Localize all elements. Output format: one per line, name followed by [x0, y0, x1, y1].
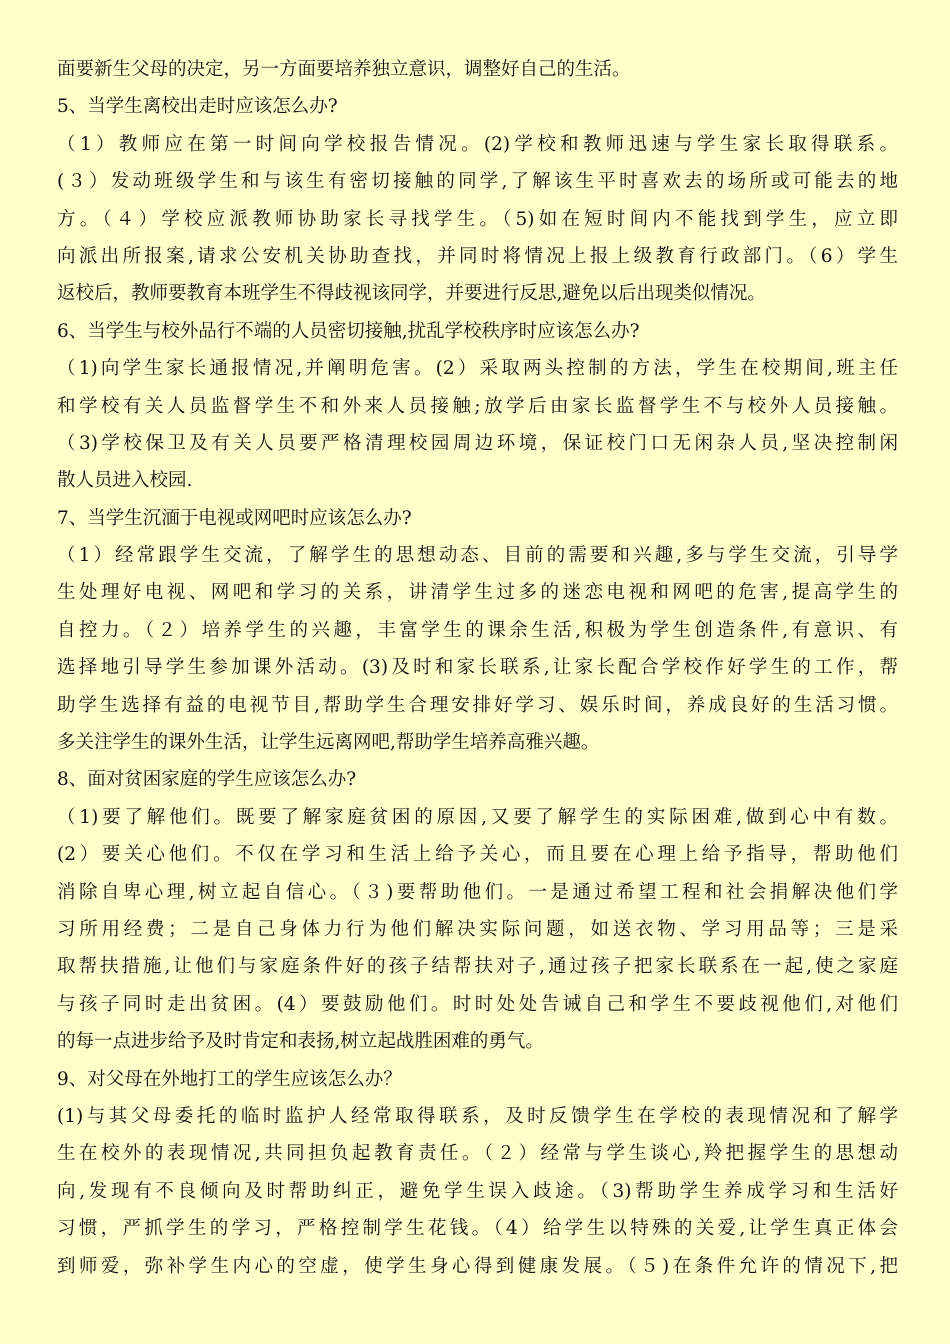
text-line: 生在校外的表现情况,共同担负起教育责任。（２）经常与学生谈心,羚把握学生的思想动 — [57, 1143, 898, 1165]
text-line: （1)要了解他们。既要了解家庭贫困的原因,又要了解学生的实际困难,做到心中有数。 — [57, 806, 898, 828]
text-line: 9、对父母在外地打工的学生应该怎么办？ — [57, 1068, 402, 1090]
text-line: 散人员进入校园. — [57, 470, 193, 492]
text-line: 多关注学生的课外生活，让学生远离网吧,帮助学生培养高雅兴趣。 — [57, 732, 600, 754]
text-line: 生处理好电视、网吧和学习的关系，讲清学生过多的迷恋电视和网吧的危害,提高学生的 — [57, 582, 898, 604]
text-line: （1）教师应在第一时间向学校报告情况。(2)学校和教师迅速与学生家长取得联系。 — [57, 133, 898, 155]
text-line: 的每一点进步给予及时肯定和表扬,树立起战胜困难的勇气。 — [57, 1031, 544, 1053]
text-line: (３）发动班级学生和与该生有密切接触的同学,了解该生平时喜欢去的场所或可能去的地 — [57, 171, 898, 193]
text-line: 到师爱，弥补学生内心的空虚，使学生身心得到健康发展。（５)在条件允许的情况下,把 — [57, 1255, 898, 1277]
text-line: 6、当学生与校外品行不端的人员密切接触,扰乱学校秩序时应该怎么办? — [57, 320, 640, 342]
text-line: 向,发现有不良倾向及时帮助纠正，避免学生误入歧途。（3)帮助学生养成学习和生活好 — [57, 1180, 898, 1202]
text-line: 消除自卑心理,树立起自信心。（３)要帮助他们。一是通过希望工程和社会捐解决他们学 — [57, 881, 898, 903]
text-line: 选择地引导学生参加课外活动。(3)及时和家长联系,让家长配合学校作好学生的工作，帮 — [57, 657, 898, 679]
text-line: 7、当学生沉湎于电视或网吧时应该怎么办? — [57, 507, 412, 529]
text-line: (2）要关心他们。不仅在学习和生活上给予关心，而且要在心理上给予指导，帮助他们 — [57, 844, 898, 866]
text-line: 习惯，严抓学生的学习，严格控制学生花钱。（4）给学生以特殊的关爱,让学生真正体会 — [57, 1218, 898, 1240]
text-line: 和学校有关人员监督学生不和外来人员接触;放学后由家长监督学生不与校外人员接触。 — [57, 395, 898, 417]
text-line: （1)向学生家长通报情况,并阐明危害。(2）采取两头控制的方法，学生在校期间,班主任 — [57, 358, 898, 380]
text-line: (1)与其父母委托的临时监护人经常取得联系，及时反馈学生在学校的表现情况和了解学 — [57, 1105, 898, 1127]
text-line: 返校后，教师要教育本班学生不得歧视该同学，并要进行反思,避免以后出现类似情况。 — [57, 283, 766, 305]
text-line: （1）经常跟学生交流，了解学生的思想动态、目前的需要和兴趣,多与学生交流，引导学 — [57, 545, 898, 567]
text-line: 取帮扶措施,让他们与家庭条件好的孩子结帮扶对子,通过孩子把家长联系在一起,使之家庭 — [57, 956, 898, 978]
text-line: 5、当学生离校出走时应该怎么办? — [57, 96, 338, 118]
text-line: 与孩子同时走出贫困。(4）要鼓励他们。时时处处告诫自己和学生不要歧视他们,对他们 — [57, 993, 898, 1015]
text-line: 面要新生父母的决定，另一方面要培养独立意识，调整好自己的生活。 — [57, 59, 631, 80]
text-line: 向派出所报案,请求公安机关协助查找，并同时将情况上报上级教育行政部门。（6）学生 — [57, 245, 898, 267]
text-line: 习所用经费；二是自己身体力行为他们解决实际问题，如送衣物、学习用品等；三是采 — [57, 918, 898, 940]
text-line: （3)学校保卫及有关人员要严格清理校园周边环境，保证校门口无闲杂人员,坚决控制闲 — [57, 432, 898, 454]
text-line: 自控力。（２）培养学生的兴趣，丰富学生的课余生活,积极为学生创造条件,有意识、有 — [57, 619, 898, 641]
text-line: 助学生选择有益的电视节目,帮助学生合理安排好学习、娱乐时间，养成良好的生活习惯。 — [57, 694, 898, 716]
text-line: 8、面对贫困家庭的学生应该怎么办? — [57, 769, 357, 791]
text-line: 方。（４）学校应派教师协助家长寻找学生。（5)如在短时间内不能找到学生，应立即 — [57, 208, 898, 230]
